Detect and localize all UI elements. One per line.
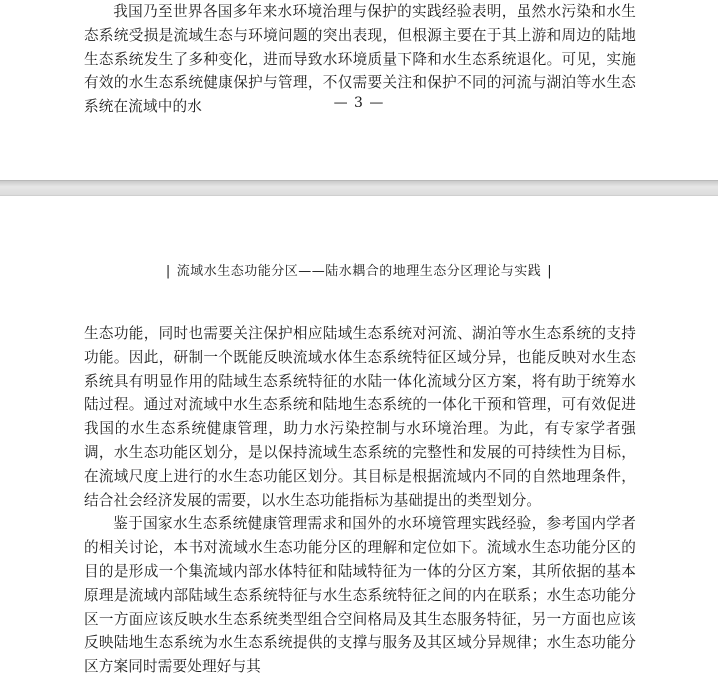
previous-page — [0, 0, 718, 180]
header-bar-left: | — [165, 264, 171, 279]
running-header — [0, 260, 718, 279]
running-header-title: 流域水生态功能分区——陆水耦合的地理生态分区理论与实践 — [176, 264, 542, 279]
body-paragraph: 我国乃至世界各国多年来水环境治理与保护的实践经验表明，虽然水污染和水生态系统受损是流域生态与环境问题的突出表现，但根源主要在于其上游和周边的陆地生态系统发生了多种变化，进而导致水环境质量下降和水生态系统退化。可见，实施有效的水生态系统健康保护与管理，不仅需要关注和保护不同的河流与湖泊等水生态系统在流域中的水 — [84, 3, 636, 116]
body-paragraph: 鉴于国家水生态系统健康管理需求和国外的水环境管理实践经验，参考国内学者的相关讨论，本书对流域水生态功能分区的理解和定位如下。流域水生态功能分区的目的是形成一个集流域内部水体特征和陆域特征为一体的分区方案，其所依据的基本原理是流域内部陆域生态系统特征与水生态系统特征之间的内在联系；水生态功能分区一方面应该反映水生态系统类型组合空间格局及其生态服务特征，另一方面也应该反映陆地生态系统为水生态系统提供的支撑与服务及其区域分异规律；水生态功能分区方案同时需要处理好与其 — [84, 515, 636, 676]
current-page-body — [84, 322, 636, 679]
header-bar-right: | — [547, 264, 553, 279]
body-paragraph-continuation: 生态功能，同时也需要关注保护相应陆域生态系统对河流、湖泊等水生态系统的支持功能。因此，研制一个既能反映流域水体生态系统特征区域分异，也能反映对水生态系统具有明显作用的陆域生态系统特征的水陆一体化流域分区方案，将有助于统筹水陆过程。通过对流域中水生态系统和陆地生态系统的一体化干预和管理，可有效促进我国的水生态系统健康管理，助力水污染控制与水环境治理。为此，有专家学者强调，水生态功能区划分，是以保持流域生态系统的完整性和发展的可持续性为目标，在流域尺度上进行的水生态功能区划分。其目标是根据流域内不同的自然地理条件，结合社会经济发展的需要，以水生态功能指标为基础提出的类型划分。 — [84, 325, 636, 509]
page-number: — 3 — — [333, 95, 385, 111]
current-page — [0, 196, 718, 676]
page-separator — [0, 180, 718, 196]
